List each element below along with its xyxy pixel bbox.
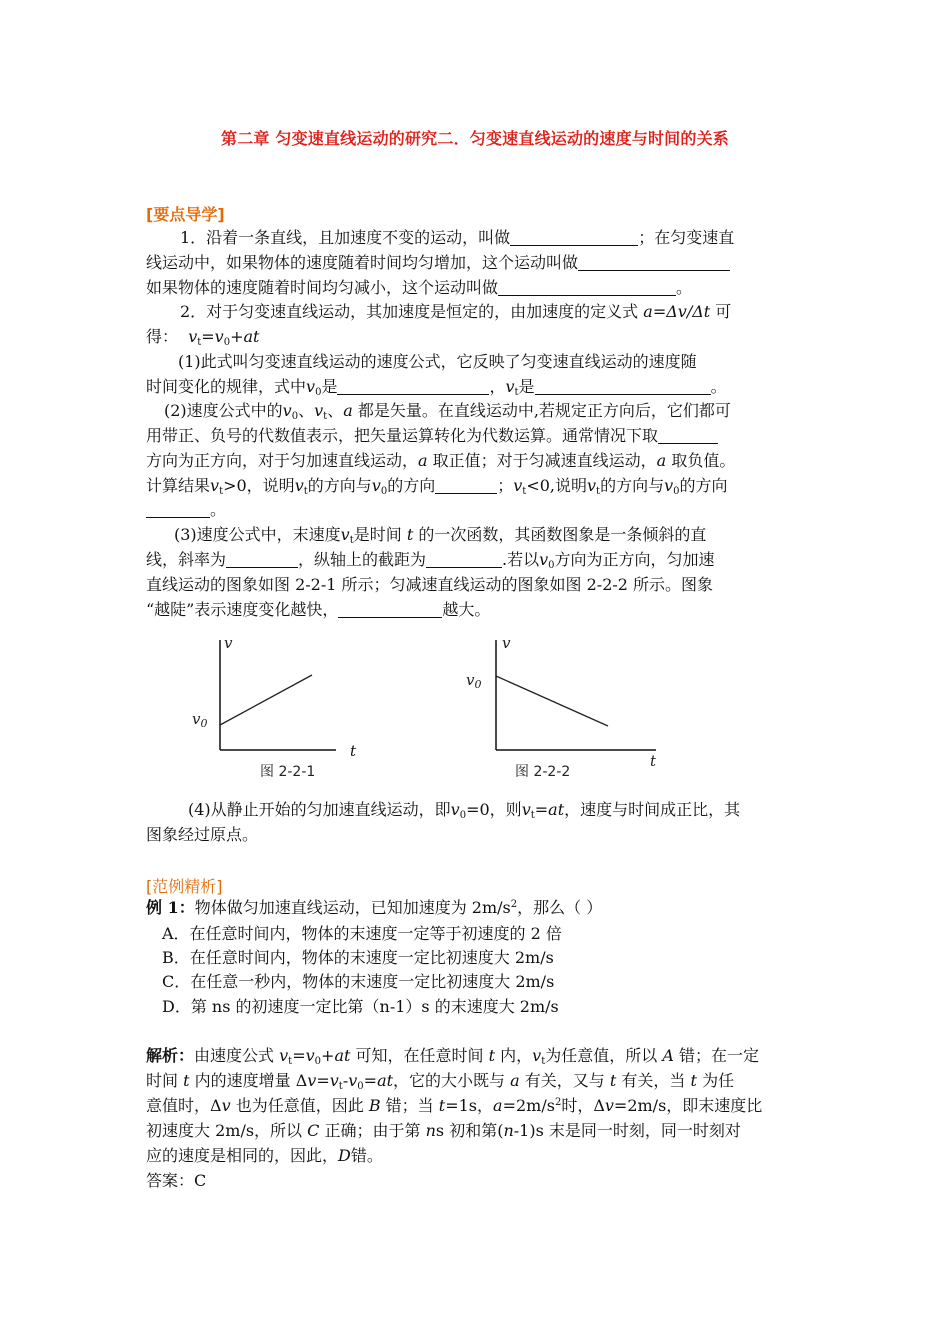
analysis-line2: 时间 t 内的速度增量 $\Delta v=v_t-v_0=at$，它的大小既与 a 有关，又与 t 有关，当 t 为任: [146, 1071, 735, 1092]
p4-line4: 计算结果$v_t>0$，说明$v_t$的方向与$v_0$的方向 ；$v_t<0$,说明$v_t$的方向与$v_0$的方向: [146, 476, 728, 497]
blank[interactable]: [338, 601, 442, 618]
graph-caption: 图 2-2-2: [515, 764, 571, 780]
decreasing-line: [496, 676, 608, 726]
option-c: C．在任意一秒内，物体的末速度一定比初速度大 2m/s: [162, 972, 555, 991]
p1-line3: 如果物体的速度随着时间均匀减小，这个运动叫做 。: [146, 278, 693, 297]
graph-2-2-2: [460, 632, 670, 784]
intercept-label: $v_0$: [466, 671, 482, 691]
intercept-label: $v_0$: [192, 710, 208, 730]
analysis-line3: 意值时，Δv 也为任意值，因此 B 错；当 t=1s，$a=2m/s^2$时，Δv=2m/s，即末速度比: [146, 1096, 763, 1115]
section-heading-key-points: [要点导学]: [146, 205, 225, 224]
y-axis-label: v: [502, 634, 511, 652]
blank[interactable]: [426, 551, 502, 568]
p6-line2: 图象经过原点。: [146, 825, 259, 844]
p4-line2: 用带正、负号的代数值表示，把矢量运算转化为代数运算。通常情况下取: [146, 426, 718, 446]
option-b: B．在任意时间内，物体的末速度一定比初速度大 2m/s: [162, 948, 554, 967]
p6-line1: (4)从静止开始的匀加速直线运动，即$v_0=0$，则$v_t=at$，速度与时间成正比，其: [188, 800, 741, 821]
blank[interactable]: [578, 254, 730, 271]
p1-line2: 线运动中，如果物体的速度随着时间均匀增加，这个运动叫做: [146, 253, 730, 273]
answer: 答案：C: [146, 1171, 207, 1190]
p5-line2: 线，斜率为 ，纵轴上的截距为 .若以$v_0$方向为正方向，匀加速: [146, 550, 715, 571]
p4-line3: 方向为正方向，对于匀加速直线运动，a 取正值；对于匀减速直线运动，a 取负值。: [146, 451, 736, 470]
blank[interactable]: [337, 378, 489, 395]
example-question: 例 1：物体做匀加速直线运动，已知加速度为 $2m/s^2$，那么（ ）: [146, 898, 603, 917]
p4-line1: (2)速度公式中的$v_0$、$v_t$、a 都是矢量。在直线运动中,若规定正方向后，它们都可: [164, 401, 731, 422]
blank[interactable]: [510, 229, 638, 246]
p2-line1: 2．对于匀变速直线运动，其加速度是恒定的，由加速度的定义式 a=Δv/Δt 可: [180, 302, 732, 321]
blank[interactable]: [535, 378, 711, 395]
p2-line2: 得： $v_t=v_0+at$: [146, 327, 260, 348]
p4-line5: 。: [146, 500, 226, 520]
x-axis-label: t: [350, 742, 357, 760]
p3-line2: 时间变化的规律，式中$v_0$是 ，$v_t$是 。: [146, 377, 727, 398]
section-heading-examples: [范例精析]: [146, 877, 223, 896]
y-axis-label: v: [224, 634, 233, 652]
blank[interactable]: [658, 427, 718, 444]
p5-line1: (3)速度公式中，末速度$v_t$是时间 t 的一次函数，其函数图象是一条倾斜的直: [174, 525, 707, 546]
blank[interactable]: [146, 501, 210, 518]
increasing-line: [220, 675, 312, 725]
analysis-line5: 应的速度是相同的，因此，D错。: [146, 1146, 383, 1165]
blank[interactable]: [435, 477, 497, 494]
analysis-line1: 解析：由速度公式 $v_t=v_0+at$ 可知，在任意时间 t 内，$v_t$为任意值，所以 A 错；在一定: [146, 1046, 760, 1067]
p1-line1: 1．沿着一条直线，且加速度不变的运动，叫做 ；在匀变速直: [180, 228, 735, 247]
x-axis-label: t: [650, 752, 657, 770]
p3-line1: (1)此式叫匀变速直线运动的速度公式，它反映了匀变速直线运动的速度随: [178, 352, 697, 371]
p5-line3: 直线运动的图象如图 2-2-1 所示；匀减速直线运动的图象如图 2-2-2 所示。图象: [146, 575, 714, 594]
graph-caption: 图 2-2-1: [260, 764, 316, 780]
graph-2-2-1: [186, 632, 336, 784]
page-title: 第二章 匀变速直线运动的研究二．匀变速直线运动的速度与时间的关系: [221, 129, 729, 148]
p5-line4: “越陡”表示速度变化越快， 越大。: [146, 600, 491, 619]
analysis-line4: 初速度大 2m/s，所以 C 正确；由于第 ns 初和第(n-1)s 末是同一时刻，同一时刻对: [146, 1121, 741, 1140]
blank[interactable]: [226, 551, 298, 568]
option-a: A．在任意时间内，物体的末速度一定等于初速度的 2 倍: [162, 924, 562, 943]
blank[interactable]: [498, 279, 676, 296]
option-d: D．第 ns 的初速度一定比第（n-1）s 的末速度大 2m/s: [162, 997, 559, 1016]
